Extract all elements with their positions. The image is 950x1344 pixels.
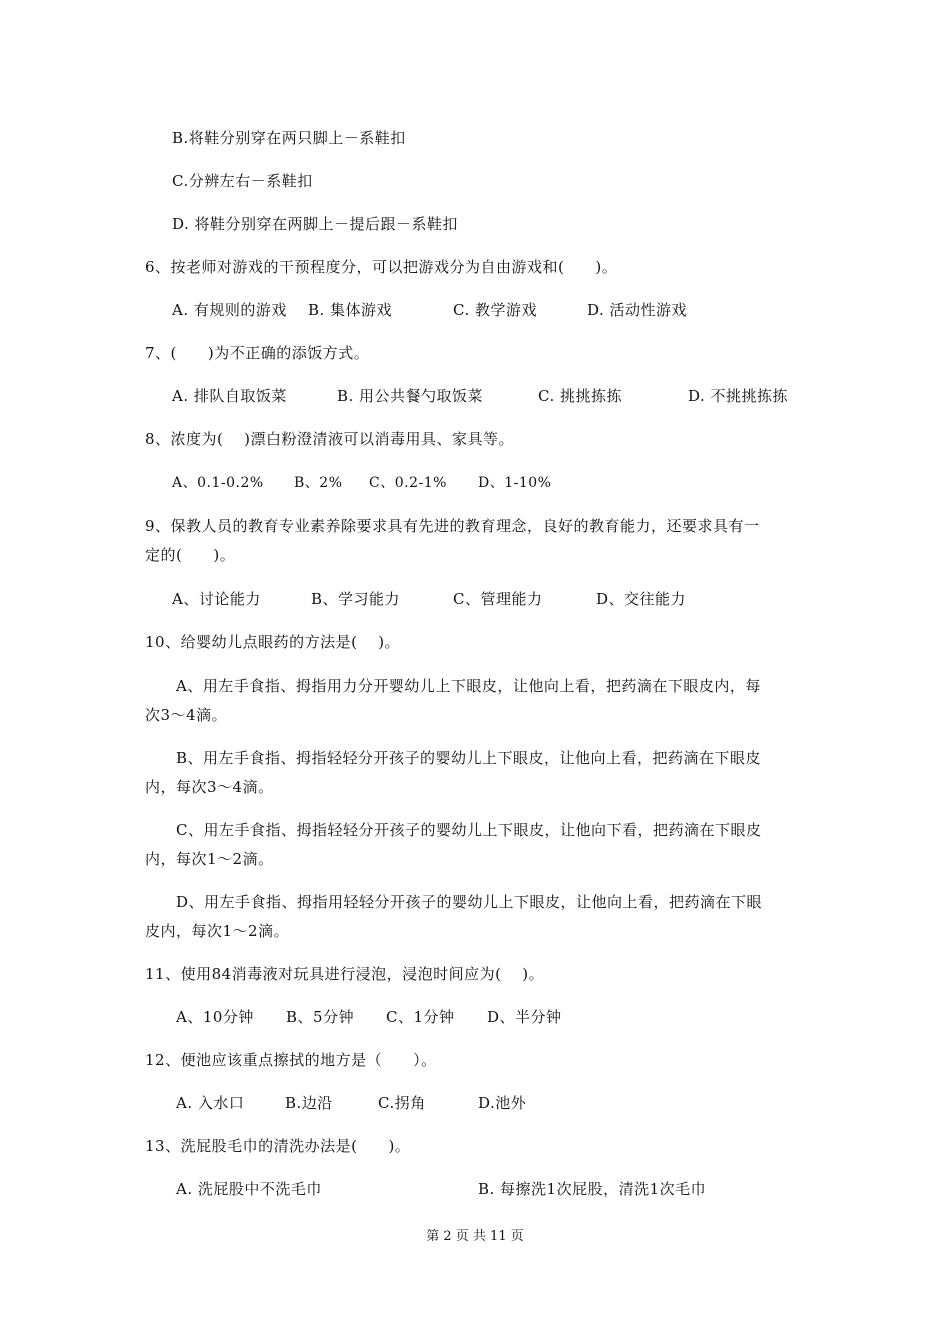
q10-option-c-line-1: C、用左手食指、拇指轻轻分开孩子的婴幼儿上下眼皮，让他向下看，把药滴在下眼皮 (176, 821, 762, 839)
page-number-footer: 第 2 页 共 11 页 (426, 1229, 524, 1244)
q8-option-b: B、2% (294, 475, 343, 491)
q10-option-b-line-2: 内，每次3～4滴。 (145, 778, 274, 796)
q5-option-b: B.将鞋分别穿在两只脚上－系鞋扣 (172, 129, 406, 147)
q11-option-b: B、5分钟 (286, 1008, 355, 1026)
q6-stem: 6、按老师对游戏的干预程度分，可以把游戏分为自由游戏和( )。 (145, 258, 618, 276)
q5-option-c: C.分辨左右－系鞋扣 (172, 172, 313, 190)
q7-option-d: D. 不挑挑拣拣 (688, 387, 789, 405)
q7-stem: 7、( )为不正确的添饭方式。 (145, 344, 370, 362)
q9-option-b: B、学习能力 (311, 590, 401, 608)
q7-option-c: C. 挑挑拣拣 (538, 387, 622, 405)
q11-option-c: C、1分钟 (386, 1008, 455, 1026)
q8-stem: 8、浓度为( )漂白粉澄清液可以消毒用具、家具等。 (145, 430, 515, 448)
q6-options (0, 300, 800, 320)
q10-option-a-line-1: A、用左手食指、拇指用力分开婴幼儿上下眼皮，让他向上看，把药滴在下眼皮内，每 (176, 677, 761, 695)
q6-option-c: C. 教学游戏 (453, 301, 537, 319)
q12-options (0, 1093, 800, 1113)
q12-option-d: D.池外 (478, 1094, 527, 1112)
q12-option-b: B.边沿 (285, 1094, 333, 1112)
q8-option-c: C、0.2-1% (369, 475, 447, 491)
q13-option-a: A. 洗屁股中不洗毛巾 (176, 1180, 322, 1198)
q12-option-a: A. 入水口 (176, 1094, 245, 1112)
q6-option-a: A. 有规则的游戏 (172, 301, 287, 319)
q7-option-a: A. 排队自取饭菜 (172, 387, 287, 405)
q8-option-a: A、0.1-0.2% (172, 475, 264, 491)
q13-options (0, 1179, 800, 1199)
q7-option-b: B. 用公共餐勺取饭菜 (337, 387, 484, 405)
q11-option-a: A、10分钟 (176, 1008, 254, 1026)
q9-stem-line-2: 定的( )。 (145, 546, 236, 564)
q9-stem-line-1: 9、保教人员的教育专业素养除要求具有先进的教育理念，良好的教育能力，还要求具有一 (145, 517, 760, 535)
q10-option-d-line-1: D、用左手食指、拇指用轻轻分开孩子的婴幼儿上下眼皮，让他向上看，把药滴在下眼 (176, 893, 763, 911)
q7-options (0, 386, 800, 406)
q11-stem: 11、使用84消毒液对玩具进行浸泡，浸泡时间应为( )。 (145, 965, 545, 983)
q6-option-d: D. 活动性游戏 (587, 301, 688, 319)
q10-option-d-line-2: 皮内，每次1～2滴。 (145, 922, 290, 940)
q11-options (0, 1007, 800, 1027)
q12-stem: 12、便池应该重点擦拭的地方是（ ）。 (145, 1051, 437, 1069)
q12-option-c: C.拐角 (378, 1094, 426, 1112)
q10-option-b-line-1: B、用左手食指、拇指轻轻分开孩子的婴幼儿上下眼皮，让他向上看，把药滴在下眼皮 (176, 749, 762, 767)
q9-option-a: A、讨论能力 (172, 590, 261, 608)
q5-option-d: D. 将鞋分别穿在两脚上－提后跟－系鞋扣 (172, 215, 459, 233)
q8-options (0, 473, 800, 493)
q10-option-a-line-2: 次3～4滴。 (145, 706, 228, 724)
q9-option-d: D、交往能力 (596, 590, 687, 608)
q13-stem: 13、洗屁股毛巾的清洗办法是( )。 (145, 1137, 411, 1155)
q13-option-b: B. 每擦洗1次屁股，清洗1次毛巾 (478, 1180, 707, 1198)
q11-option-d: D、半分钟 (487, 1008, 562, 1026)
q10-option-c-line-2: 内，每次1～2滴。 (145, 850, 274, 868)
q9-options (0, 589, 800, 609)
q8-option-d: D、1-10% (478, 475, 552, 491)
q6-option-b: B. 集体游戏 (308, 301, 393, 319)
q10-stem: 10、给婴幼儿点眼药的方法是( )。 (145, 633, 401, 651)
q9-option-c: C、管理能力 (453, 590, 543, 608)
